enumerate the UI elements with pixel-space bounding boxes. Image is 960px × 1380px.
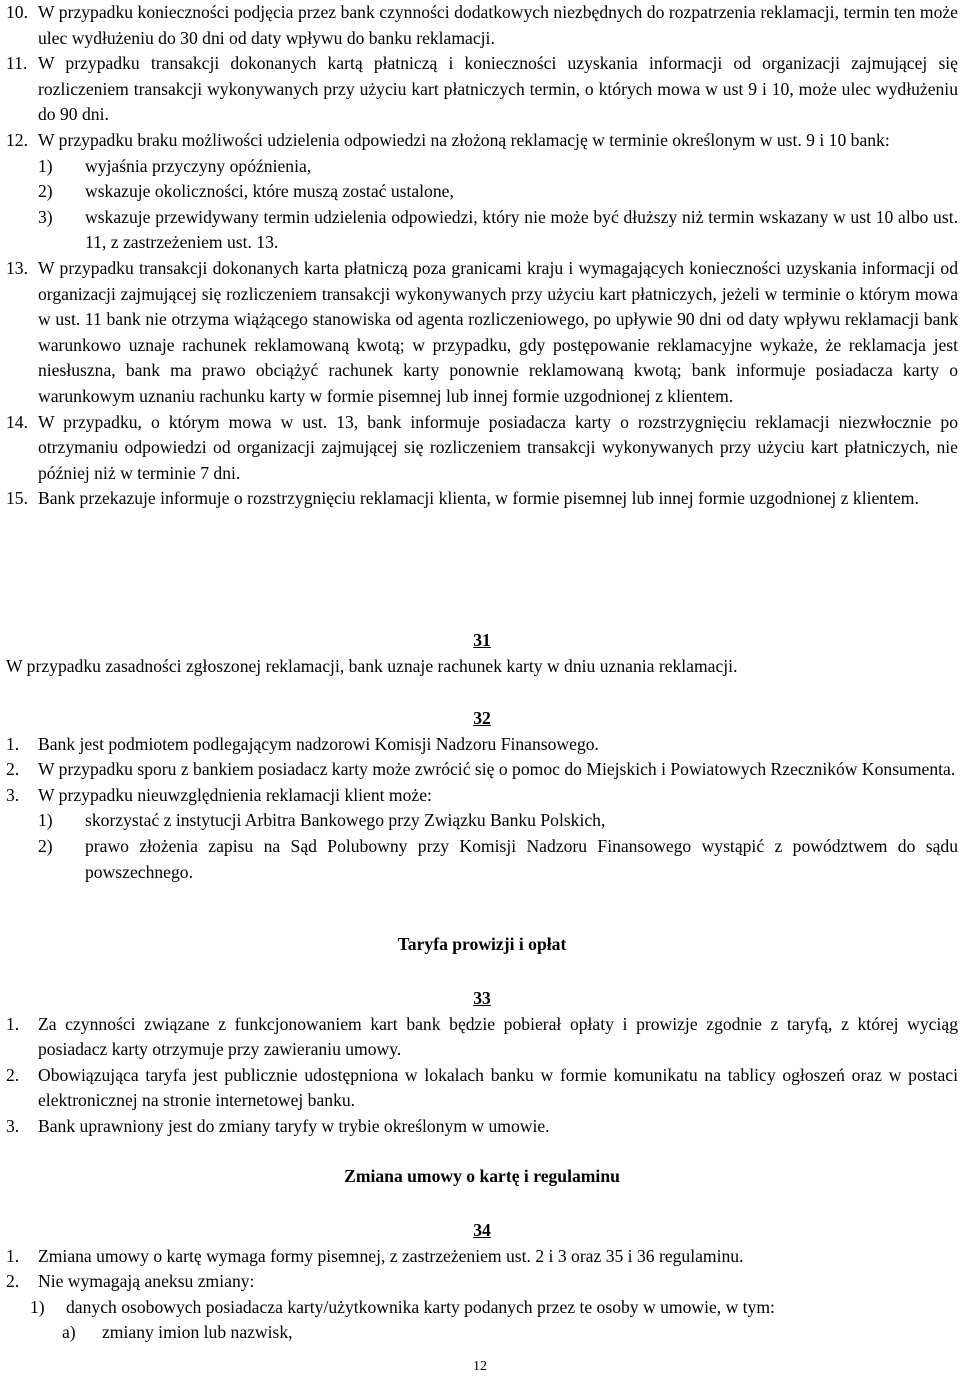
sub-item bbox=[30, 1295, 958, 1321]
paragraph-heading: 31 bbox=[473, 630, 491, 650]
item-text: Nie wymagają aneksu zmiany: bbox=[38, 1271, 255, 1292]
item-number: 2. bbox=[6, 1271, 20, 1292]
sub-item-text: prawo złożenia zapisu na Sąd Polubowny przy Komisji Nadzoru Finansowego wystąpić z powództwem do sądu powszechnego. bbox=[85, 835, 958, 882]
item-text: Obowiązująca taryfa jest publicznie udostępniona w lokalach banku w formie komunikatu na tablicy ogłoszeń oraz w postaci elektronicznej na stronie internetowej banku. bbox=[38, 1064, 958, 1111]
sub-item-text: wskazuje okoliczności, które muszą zostać ustalone, bbox=[85, 181, 454, 202]
sub-item-number: 1) bbox=[38, 155, 53, 176]
list-item bbox=[6, 1012, 958, 1063]
sub-item-number: 2) bbox=[38, 835, 53, 856]
item-text: Zmiana umowy o kartę wymaga formy pisemnej, z zastrzeżeniem ust. 2 i 3 oraz 35 i 36 regulaminu. bbox=[38, 1245, 744, 1266]
item-number: 2. bbox=[6, 1064, 20, 1085]
item-number: 2. bbox=[6, 759, 20, 780]
sub-item-number: 1) bbox=[38, 810, 53, 831]
sub-sub-item-text: zmiany imion lub nazwisk, bbox=[102, 1322, 293, 1343]
section-changes bbox=[6, 1164, 958, 1190]
item-number: 1. bbox=[6, 1013, 20, 1034]
list-item bbox=[6, 410, 958, 487]
sub-item-number: 3) bbox=[38, 206, 53, 227]
item-text: Bank przekazuje informuje o rozstrzygnięciu reklamacji klienta, w formie pisemnej lub innej formie uzgodnionej z klientem. bbox=[38, 488, 919, 509]
paragraph-heading: 32 bbox=[473, 708, 491, 728]
item-number: 14. bbox=[6, 411, 28, 432]
item-number: 1. bbox=[6, 1245, 20, 1266]
page-number: 12 bbox=[473, 1359, 487, 1374]
list-item bbox=[6, 732, 958, 758]
item-text: Bank jest podmiotem podlegającym nadzorowi Komisji Nadzoru Finansowego. bbox=[38, 733, 599, 754]
list-item bbox=[6, 256, 958, 410]
list-item bbox=[6, 1114, 958, 1140]
item-number: 15. bbox=[6, 488, 28, 509]
item-number: 10. bbox=[6, 2, 28, 22]
list-item bbox=[6, 757, 958, 783]
paragraph-text: W przypadku zasadności zgłoszonej reklamacji, bank uznaje rachunek karty w dniu uznania reklamacji. bbox=[6, 655, 738, 676]
item-text: W przypadku konieczności podjęcia przez bank czynności dodatkowych niezbędnych do rozpatrzenia reklamacji, termin ten może ulec wydłużeniu do 30 dni od daty wpływu do banku reklamacji. bbox=[38, 2, 958, 48]
item-number: 3. bbox=[6, 1115, 20, 1136]
sub-sub-item bbox=[62, 1320, 958, 1346]
sub-item bbox=[38, 808, 958, 834]
item-number: 1. bbox=[6, 733, 20, 754]
list-item bbox=[6, 1244, 958, 1270]
section-fees bbox=[6, 932, 958, 958]
sub-item-number: 1) bbox=[30, 1296, 45, 1317]
list-item bbox=[6, 486, 958, 512]
item-text: W przypadku sporu z bankiem posiadacz karty może zwrócić się o pomoc do Miejskich i Powiatowych Rzeczników Konsumenta. bbox=[38, 759, 956, 780]
list-item bbox=[6, 783, 958, 809]
sub-item-text: wskazuje przewidywany termin udzielenia odpowiedzi, który nie może być dłuższy niż termin wskazany w ust 10 albo ust. 11, z zastrzeżeniem ust. 13. bbox=[85, 206, 958, 253]
paragraph-31 bbox=[6, 628, 958, 679]
section-heading: Zmiana umowy o kartę i regulaminu bbox=[344, 1166, 620, 1186]
sub-item bbox=[38, 834, 958, 885]
item-text: W przypadku, o którym mowa w ust. 13, bank informuje posiadacza karty o rozstrzygnięciu reklamacji niezwłocznie po otrzymaniu odpowiedzi od organizacji zajmującej się rozliczeniem transakcji wykonywanych przy użyciu kart płatniczych, nie później niż w terminie 7 dni. bbox=[38, 411, 958, 483]
item-number: 11. bbox=[6, 53, 28, 74]
section-heading: Taryfa prowizji i opłat bbox=[397, 934, 567, 954]
complaint-items-block bbox=[6, 0, 958, 512]
list-item bbox=[6, 1269, 958, 1295]
paragraph-34 bbox=[6, 1218, 958, 1346]
item-number: 13. bbox=[6, 257, 28, 278]
item-text: W przypadku transakcji dokonanych kartą płatniczą i konieczności uzyskania informacji od organizacji zajmującej się rozliczeniem transakcji wykonywanych przy użyciu kart płatniczych termin, o których mowa w ust 9 i 10, może ulec wydłużeniu do 90 dni. bbox=[38, 53, 958, 125]
sub-item bbox=[38, 179, 958, 205]
sub-item-text: skorzystać z instytucji Arbitra Bankowego przy Związku Banku Polskich, bbox=[85, 810, 606, 831]
list-item bbox=[6, 51, 958, 128]
sub-item bbox=[38, 205, 958, 256]
paragraph-33 bbox=[6, 986, 958, 1140]
paragraph-heading: 33 bbox=[473, 988, 491, 1008]
item-text: Bank uprawniony jest do zmiany taryfy w trybie określonym w umowie. bbox=[38, 1115, 550, 1136]
sub-item bbox=[38, 154, 958, 180]
sub-item-text: danych osobowych posiadacza karty/użytkownika karty podanych przez te osoby w umowie, w tym: bbox=[66, 1296, 775, 1317]
sub-sub-item-letter: a) bbox=[62, 1322, 76, 1343]
list-item bbox=[6, 0, 958, 51]
list-item bbox=[6, 128, 958, 154]
sub-item-text: wyjaśnia przyczyny opóźnienia, bbox=[85, 155, 312, 176]
sub-item-number: 2) bbox=[38, 181, 53, 202]
item-number: 12. bbox=[6, 129, 28, 150]
item-text: W przypadku nieuwzględnienia reklamacji klient może: bbox=[38, 784, 432, 805]
paragraph-32 bbox=[6, 706, 958, 885]
list-item bbox=[6, 1063, 958, 1114]
paragraph-heading: 34 bbox=[473, 1220, 491, 1240]
item-text: Za czynności związane z funkcjonowaniem kart bank będzie pobierał opłaty i prowizje zgodnie z taryfą, z której wyciąg posiadacz karty otrzymuje przy zawieraniu umowy. bbox=[38, 1013, 958, 1060]
item-text: W przypadku braku możliwości udzielenia odpowiedzi na złożoną reklamację w terminie określonym w ust. 9 i 10 bank: bbox=[38, 129, 890, 150]
item-text: W przypadku transakcji dokonanych karta płatniczą poza granicami kraju i wymagających konieczności uzyskania informacji od organizacji zajmującej się rozliczeniem transakcji wykonywanych przy użyciu kart płatniczych, jeżeli w terminie o którym mowa w ust. 11 bank nie otrzyma wiążącego stanowiska od agenta rozliczeniowego, po upływie 90 dni od daty wpływu reklamacji bank warunkowo uznaje rachunek reklamowaną kwotą; w przypadku, gdy postępowanie reklamacyjne wykaże, że reklamacja jest niesłuszna, bank ma prawo obciążyć rachunek karty ponownie reklamowaną kwotą; bank informuje posiadacza karty o warunkowym uznaniu rachunku karty w formie pisemnej lub innej formie uzgodnionej z klientem. bbox=[38, 257, 958, 406]
item-number: 3. bbox=[6, 784, 20, 805]
